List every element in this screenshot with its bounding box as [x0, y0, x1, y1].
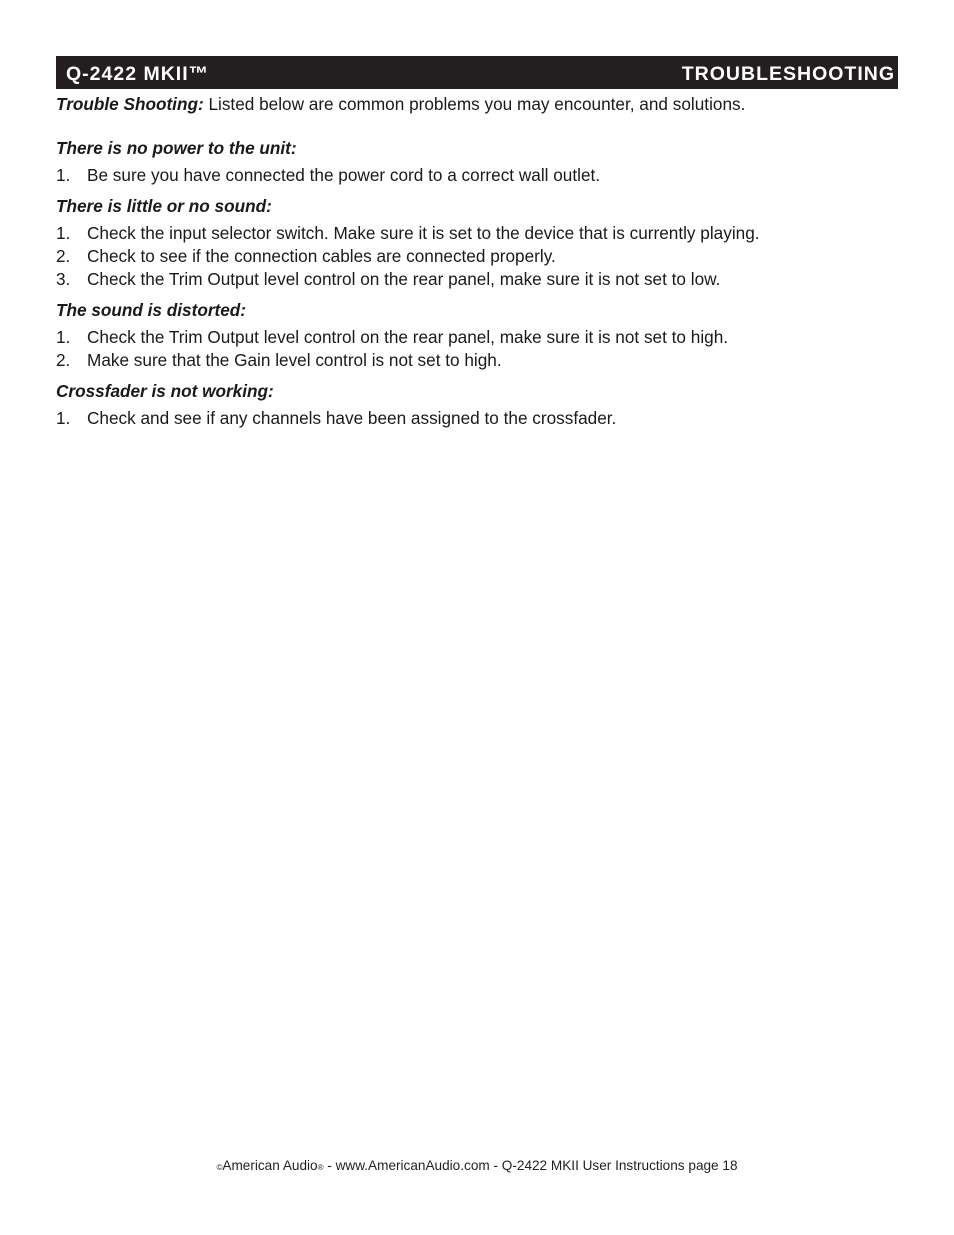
- solution-text: Check the Trim Output level control on the rear panel, make sure it is not set to low.: [87, 269, 721, 289]
- solution-text: Make sure that the Gain level control is not set to high.: [87, 350, 502, 370]
- footer-text: - www.AmericanAudio.com - Q-2422 MKII User Instructions page 18: [323, 1158, 738, 1173]
- section-title: TROUBLESHOOTING: [681, 63, 895, 85]
- problem-heading: There is no power to the unit:: [56, 138, 297, 158]
- solution-number: 2.: [56, 350, 71, 370]
- solution-list: [56, 222, 898, 291]
- problem-section: [56, 299, 898, 372]
- intro-paragraph: [56, 93, 898, 116]
- solution-number: 1.: [56, 223, 71, 243]
- problem-section: [56, 380, 898, 430]
- page-footer: [0, 1158, 954, 1173]
- troubleshooting-content: [56, 93, 898, 438]
- product-title: Q-2422 MKII™: [66, 63, 210, 85]
- solution-list: [56, 164, 898, 187]
- problem-section: [56, 137, 898, 187]
- solution-number: 1.: [56, 327, 71, 347]
- problem-heading: Crossfader is not working:: [56, 381, 274, 401]
- solution-item: [56, 245, 898, 268]
- solution-item: [56, 222, 898, 245]
- registered-mark: ®: [317, 1163, 324, 1172]
- copyright-mark: ©: [216, 1163, 223, 1172]
- problem-section: [56, 195, 898, 291]
- solution-text: Check the input selector switch. Make sure it is set to the device that is currently playing.: [87, 223, 760, 243]
- intro-lead: Trouble Shooting:: [56, 94, 204, 114]
- solution-item: [56, 407, 898, 430]
- solution-list: [56, 407, 898, 430]
- solution-list: [56, 326, 898, 372]
- solution-number: 3.: [56, 269, 71, 289]
- solution-number: 1.: [56, 408, 71, 428]
- problem-heading: The sound is distorted:: [56, 300, 247, 320]
- solution-text: Check to see if the connection cables are connected properly.: [87, 246, 556, 266]
- solution-text: Be sure you have connected the power cord to a correct wall outlet.: [87, 165, 601, 185]
- solution-number: 2.: [56, 246, 71, 266]
- problem-heading: There is little or no sound:: [56, 196, 272, 216]
- solution-number: 1.: [56, 165, 71, 185]
- solution-item: [56, 164, 898, 187]
- solution-text: Check the Trim Output level control on the rear panel, make sure it is not set to high.: [87, 327, 729, 347]
- solution-item: [56, 326, 898, 349]
- solution-item: [56, 349, 898, 372]
- footer-brand: American Audio: [222, 1158, 318, 1173]
- page-header-bar: [56, 56, 898, 89]
- solution-item: [56, 268, 898, 291]
- intro-text: Listed below are common problems you may encounter, and solutions.: [203, 94, 746, 114]
- solution-text: Check and see if any channels have been assigned to the crossfader.: [87, 408, 617, 428]
